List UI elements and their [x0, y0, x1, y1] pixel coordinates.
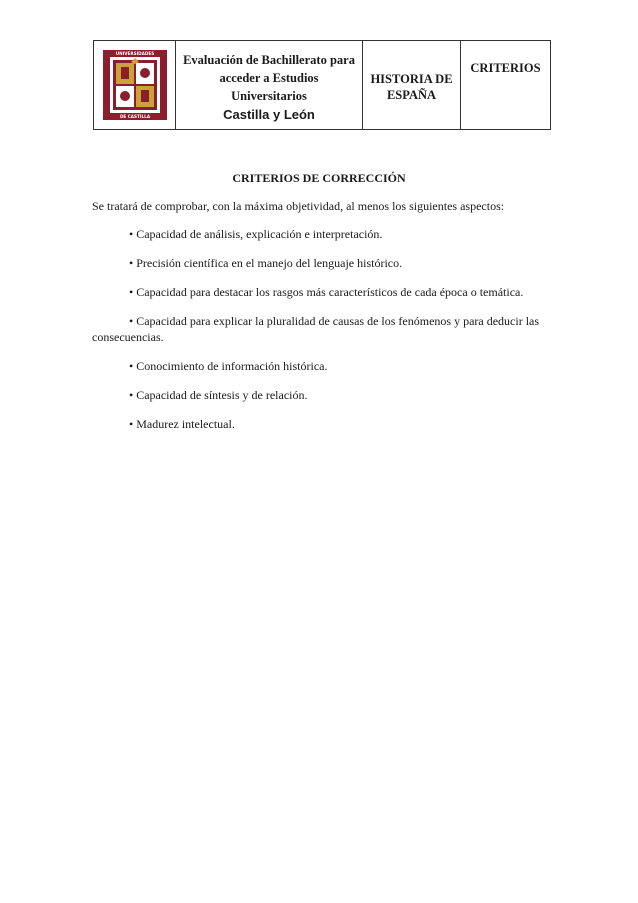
list-item: • Capacidad para explicar la pluralidad de causas de los fenómenos y para deducir las consecuencias.: [92, 314, 540, 344]
region-label: Castilla y León: [223, 106, 315, 122]
subject-line-1: HISTORIA DE: [370, 72, 453, 86]
list-item: • Madurez intelectual.: [129, 417, 235, 431]
header-table: [93, 40, 551, 130]
evaluation-line-2: acceder a Estudios: [219, 70, 319, 85]
svg-text:DE CASTILLA: DE CASTILLA: [119, 114, 150, 119]
university-seal-logo: [102, 49, 168, 121]
section-cell: [461, 41, 551, 130]
list-item: • Capacidad de síntesis y de relación.: [129, 388, 308, 402]
evaluation-line-1: Evaluación de Bachillerato para: [183, 52, 355, 67]
list-item: • Capacidad de análisis, explicación e interpretación.: [129, 227, 383, 241]
section-label: CRITERIOS: [470, 61, 541, 75]
logo-cell: [94, 41, 176, 130]
list-item: • Precisión científica en el manejo del lenguaje histórico.: [129, 256, 403, 270]
evaluation-line-3: Universitarios: [231, 88, 307, 103]
svg-text:UNIVERSIDADES: UNIVERSIDADES: [115, 51, 154, 56]
list-item: • Capacidad para destacar los rasgos más característicos de cada época o temática.: [129, 285, 524, 299]
list-item: • Conocimiento de información histórica.: [129, 359, 328, 373]
page-title: CRITERIOS DE CORRECCIÓN: [232, 171, 406, 185]
subject-line-2: ESPAÑA: [386, 88, 437, 102]
evaluation-cell: [176, 41, 363, 130]
subject-cell: [363, 41, 461, 130]
criteria-list: [92, 226, 552, 445]
intro-paragraph: Se tratará de comprobar, con la máxima objetividad, al menos los siguientes aspectos:: [92, 199, 505, 213]
